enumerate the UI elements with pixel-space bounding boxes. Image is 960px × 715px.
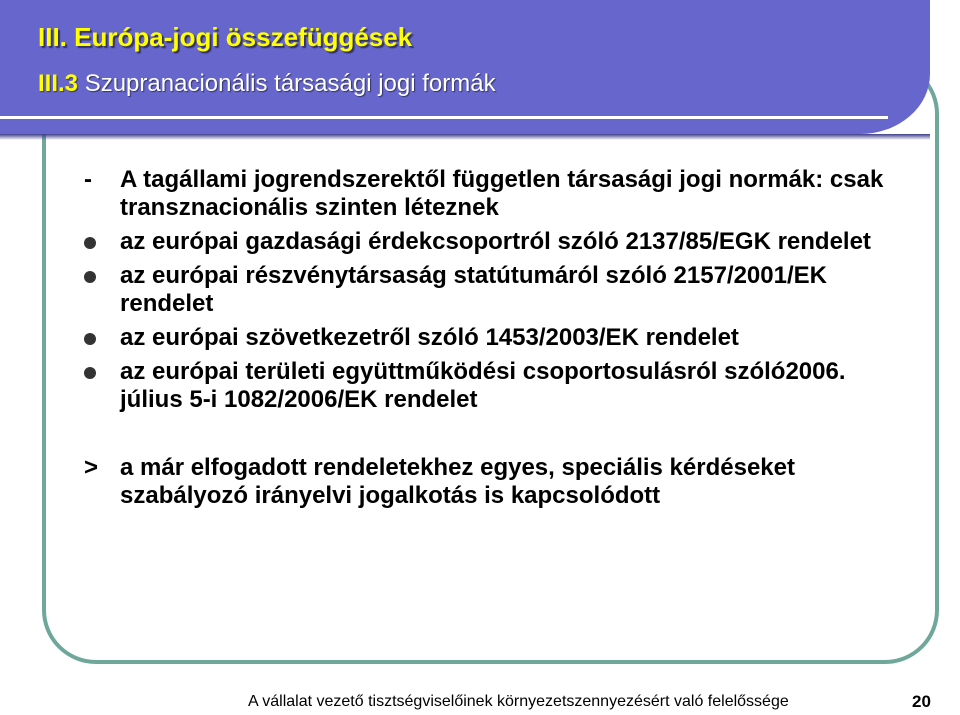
regulation-list (84, 228, 914, 414)
bullet-icon (84, 237, 96, 249)
closing-paragraph (84, 454, 914, 510)
list-item (84, 324, 914, 352)
closing-text: a már elfogadott rendeletekhez egyes, speciális kérdéseket szabályozó irányelvi jogalkotás is kapcsolódott (120, 454, 795, 509)
bullet-icon (84, 271, 96, 283)
page-number: 20 (912, 692, 931, 711)
bullet-icon (84, 367, 96, 379)
list-item-text: az európai gazdasági érdekcsoportról szóló 2137/85/EGK rendelet (120, 228, 871, 255)
list-item-text: az európai területi együttműködési csoportosulásról szóló2006. július 5-i 1082/2006/EK rendelet (120, 358, 846, 413)
slide-title: III. Európa-jogi összefüggések (38, 22, 413, 52)
list-item-text: az európai részvénytársaság statútumáról szóló 2157/2001/EK rendelet (120, 262, 827, 317)
bullet-icon (84, 333, 96, 345)
list-item (84, 228, 914, 256)
list-item (84, 358, 914, 414)
intro-text: A tagállami jogrendszerektől független társasági jogi normák: csak transznacionális szinten léteznek (120, 166, 884, 221)
intro-dash: - (84, 166, 92, 193)
list-item-text: az európai szövetkezetről szóló 1453/2003/EK rendelet (120, 324, 739, 351)
subtitle-text: Szupranacionális társasági jogi formák (78, 70, 496, 97)
intro-paragraph (84, 166, 914, 222)
closing-marker: > (84, 454, 99, 481)
footer-text: A vállalat vezető tisztségviselőinek környezetszennyezésért való felelőssége (248, 693, 789, 710)
subtitle-number: III.3 (38, 70, 79, 97)
slide-subtitle (38, 70, 496, 98)
banner-shadow (0, 134, 930, 140)
banner-divider (0, 116, 888, 119)
title-banner (0, 0, 930, 134)
slide-content (84, 166, 914, 510)
list-item (84, 262, 914, 318)
